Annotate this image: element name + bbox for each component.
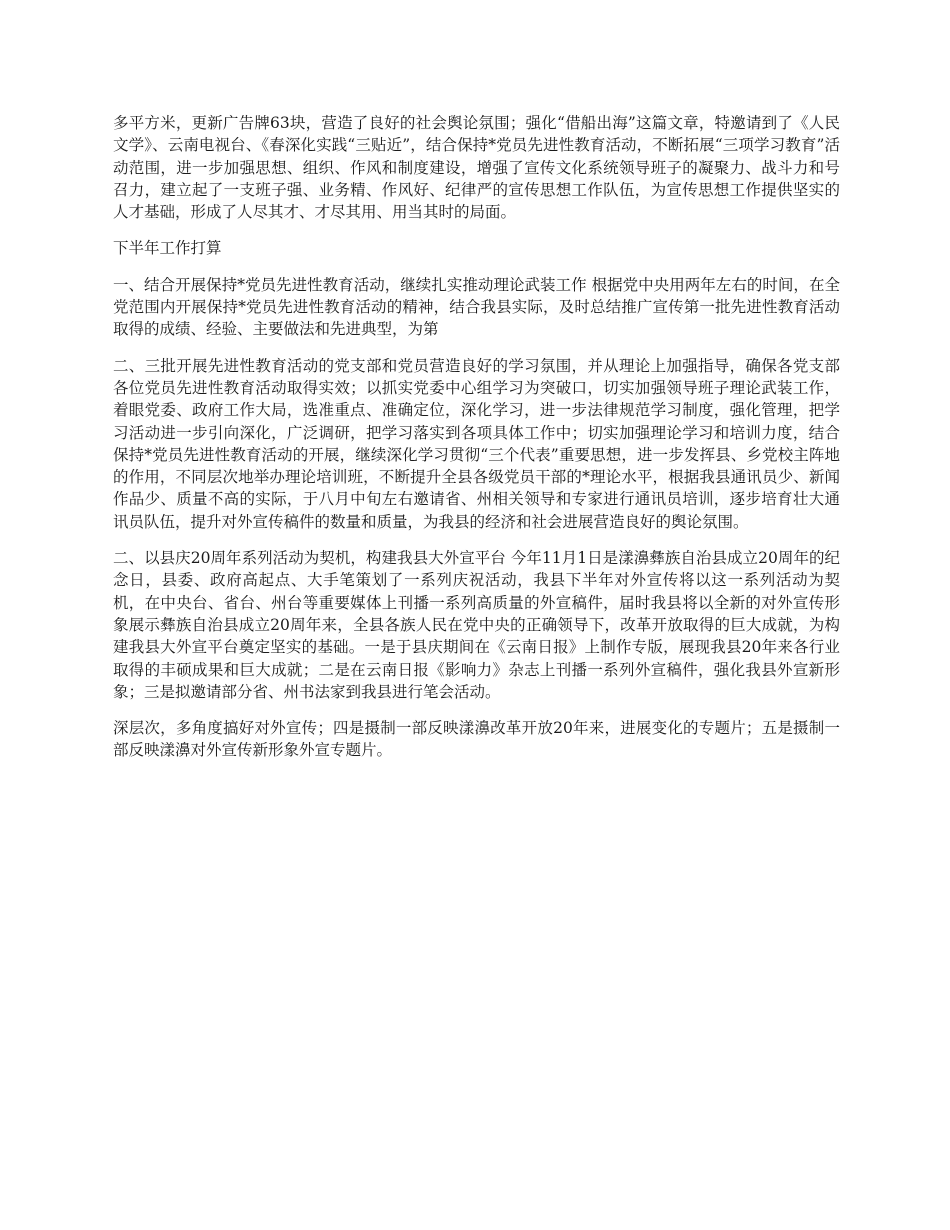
- paragraph-5: 深层次，多角度搞好对外宣传；四是摄制一部反映漾濞改革开放20年来，进展变化的专题片；五是摄制一部反映漾濞对外宣传新形象外宣专题片。: [113, 719, 840, 760]
- section-heading: 下半年工作打算: [113, 239, 222, 258]
- document-body: [113, 112, 840, 776]
- paragraph-1: 多平方米，更新广告牌63块，营造了良好的社会舆论氛围；强化“借船出海”这篇文章，特邀请到了《人民文学》、云南电视台、《春深化实践“三贴近”，结合保持*党员先进性教育活动，不断拓展“三项学习教育”活动范围，进一步加强思想、组织、作风和制度建设，增强了宣传文化系统领导班子的凝聚力、战斗力和号召力，建立起了一支班子强、业务精、作风好、纪律严的宣传思想工作队伍，为宣传思想工作提供坚实的人才基础，形成了人尽其才、才尽其用、用当其时的局面。: [113, 114, 840, 222]
- paragraph-3: 二、三批开展先进性教育活动的党支部和党员营造良好的学习氛围，并从理论上加强指导，确保各党支部各位党员先进性教育活动取得实效；以抓实党委中心组学习为突破口，切实加强领导班子理论武装工作，着眼党委、政府工作大局，选准重点、准确定位，深化学习，进一步法律规范学习制度，强化管理，把学习活动进一步引向深化，广泛调研，把学习落实到各项具体工作中；切实加强理论学习和培训力度，结合保持*党员先进性教育活动的开展，继续深化学习贯彻“三个代表”重要思想，进一步发挥县、乡党校主阵地的作用，不同层次地举办理论培训班，不断提升全县各级党员干部的*理论水平，根据我县通讯员少、新闻作品少、质量不高的实际，于八月中旬左右邀请省、州相关领导和专家进行通讯员培训，逐步培育壮大通讯员队伍，提升对外宣传稿件的数量和质量，为我县的经济和社会进展营造良好的舆论氛围。: [113, 356, 840, 531]
- paragraph-4: 二、以县庆20周年系列活动为契机，构建我县大外宣平台 今年11月1日是漾濞彝族自治县成立20周年的纪念日，县委、政府高起点、大手笔策划了一系列庆祝活动，我县下半年对外宣传将以这一系列活动为契机，在中央台、省台、州台等重要媒体上刊播一系列高质量的外宣稿件，届时我县将以全新的对外宣传形象展示彝族自治县成立20周年来，全县各族人民在党中央的正确领导下，改革开放取得的巨大成就，为构建我县大外宣平台奠定坚实的基础。一是于县庆期间在《云南日报》上制作专版，展现我县20年来各行业取得的丰硕成果和巨大成就；二是在云南日报《影响力》杂志上刊播一系列外宣稿件，强化我县外宣新形象；三是拟邀请部分省、州书法家到我县进行笔会活动。: [113, 549, 840, 701]
- paragraph-2: 一、结合开展保持*党员先进性教育活动，继续扎实推动理论武装工作 根据党中央用两年左右的时间，在全党范围内开展保持*党员先进性教育活动的精神，结合我县实际，及时总结推广宣传第一批先进性教育活动取得的成绩、经验、主要做法和先进典型，为第: [113, 275, 840, 339]
